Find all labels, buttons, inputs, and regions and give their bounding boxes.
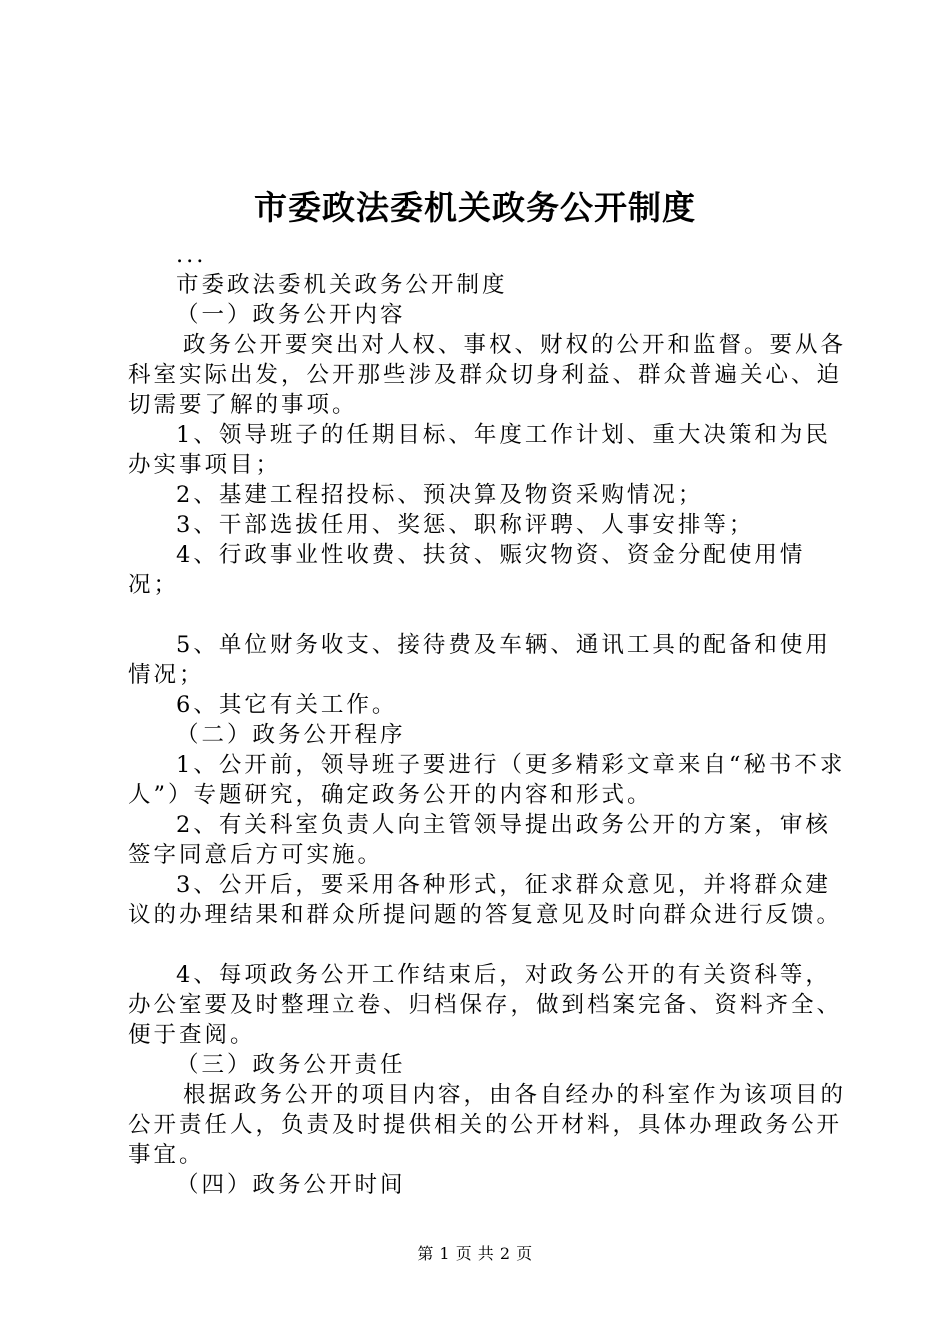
list-item: 4、行政事业性收费、扶贫、赈灾物资、资金分配使用情况； bbox=[128, 542, 806, 598]
section-heading-procedure: （二）政务公开程序 bbox=[176, 722, 406, 748]
ellipsis-line: ... bbox=[176, 242, 207, 268]
list-item: 3、干部选拔任用、奖惩、职称评聘、人事安排等； bbox=[176, 512, 755, 538]
page-number-footer: 第 1 页 共 2 页 bbox=[417, 1244, 533, 1263]
list-item: 6、其它有关工作。 bbox=[176, 692, 398, 718]
list-item: 2、基建工程招投标、预决算及物资采购情况； bbox=[176, 482, 704, 508]
list-item: 4、每项政务公开工作结束后，对政务公开的有关资科等，办公室要及时整理立卷、归档保存，做到档案完备、资料齐全、便于查阅。 bbox=[128, 962, 843, 1048]
section-heading-time: （四）政务公开时间 bbox=[176, 1172, 406, 1198]
paragraph-intro: 政务公开要突出对人权、事权、财权的公开和监督。要从各科室实际出发，公开那些涉及群众切身利益、群众普遍关心、迫切需要了解的事项。 bbox=[128, 332, 847, 418]
list-item: 5、单位财务收支、接待费及车辆、通讯工具的配备和使用情况； bbox=[128, 632, 831, 688]
section-heading-responsibility: （三）政务公开责任 bbox=[176, 1052, 406, 1078]
list-item: 2、有关科室负责人向主管领导提出政务公开的方案，审核签字同意后方可实施。 bbox=[128, 812, 831, 868]
paragraph-responsibility: 根据政务公开的项目内容，由各自经办的科室作为该项目的公开责任人，负责及时提供相关的公开材料，具体办理政务公开事宜。 bbox=[128, 1082, 847, 1168]
paragraph-spacer bbox=[128, 600, 853, 630]
list-item: 1、公开前，领导班子要进行（更多精彩文章来自“秘书不求人”）专题研究，确定政务公开的内容和形式。 bbox=[128, 752, 846, 808]
subtitle-paragraph: 市委政法委机关政务公开制度 bbox=[176, 272, 508, 298]
list-item: 1、领导班子的任期目标、年度工作计划、重大决策和为民办实事项目； bbox=[128, 422, 831, 478]
list-item: 3、公开后，要采用各种形式，征求群众意见，并将群众建议的办理结果和群众所提问题的答复意见及时向群众进行反馈。 bbox=[128, 872, 843, 928]
document-body bbox=[128, 240, 853, 1200]
paragraph-spacer bbox=[128, 930, 853, 960]
section-heading-content: （一）政务公开内容 bbox=[176, 302, 406, 328]
document-title: 市委政法委机关政务公开制度 bbox=[254, 188, 696, 227]
